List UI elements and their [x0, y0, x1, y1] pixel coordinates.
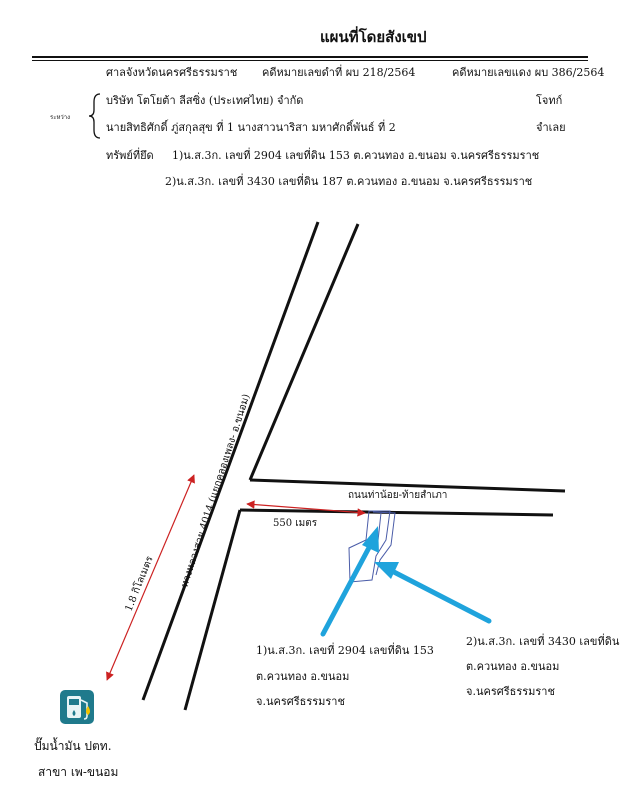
- distance-1-8km-label: 1.8 กิโลเมตร: [123, 554, 156, 614]
- asset-item-1: 1)น.ส.3ก. เลขที่ 2904 เลขที่ดิน 153 ต.ควนทอง อ.ขนอม จ.นครศรีธรรมราช: [172, 149, 540, 162]
- defendant-role: จำเลย: [536, 121, 566, 134]
- pointer-arrow-plot-2: [374, 562, 489, 621]
- side-road-edge-bottom: [240, 510, 553, 515]
- plot1-label-line3: จ.นครศรีธรรมราช: [256, 695, 345, 708]
- between-label: ระหว่าง: [50, 114, 71, 121]
- plot2-label-line1: 2)น.ส.3ก. เลขที่ 3430 เลขที่ดิน: [466, 635, 620, 648]
- plot2-label-line2: ต.ควนทอง อ.ขนอม: [466, 660, 560, 673]
- plot1-label-line1: 1)น.ส.3ก. เลขที่ 2904 เลขที่ดิน 153: [256, 644, 434, 657]
- arrow-icon: [392, 571, 489, 621]
- asset-item-2: 2)น.ส.3ก. เลขที่ 3430 เลขที่ดิน 187 ต.ควนทอง อ.ขนอม จ.นครศรีธรรมราช: [165, 175, 533, 188]
- black-case-number: คดีหมายเลขดำที่ ผบ 218/2564: [262, 66, 416, 79]
- plaintiff-name: บริษัท โตโยต้า ลีสซิ่ง (ประเทศไทย) จำกัด: [106, 94, 304, 107]
- highway-label: ทางหลวงสาย 4014 (แยกคลองเพลง- อ.ขนอม): [179, 392, 253, 589]
- arrow-head-1: [362, 526, 379, 553]
- gas-pump-icon: [60, 690, 94, 724]
- plaintiff-role: โจทก์: [536, 94, 563, 107]
- gas-station-name: ปั๊มน้ำมัน ปตท.: [34, 739, 112, 753]
- plot1-label-line2: ต.ควนทอง อ.ขนอม: [256, 670, 350, 683]
- plot2-label-line3: จ.นครศรีธรรมราช: [466, 685, 555, 698]
- assets-label: ทรัพย์ที่ยึด: [106, 149, 154, 162]
- arrow-icon: [323, 542, 372, 634]
- page-title: แผนที่โดยสังเขป: [320, 28, 427, 46]
- side-road-label: ถนนท่าน้อย-ท้ายสำเภา: [348, 490, 448, 501]
- defendant-names: นายสิทธิศักดิ์ ภู่สกุลสุข ที่ 1 นางสาวนาริสา มหาศักดิ์พันธ์ ที่ 2: [106, 121, 396, 134]
- court-name: ศาลจังหวัดนครศรีธรรมราช: [106, 66, 238, 79]
- distance-550m-label: 550 เมตร: [273, 518, 318, 529]
- gas-station-branch: สาขา เพ-ขนอม: [38, 765, 119, 779]
- red-case-number: คดีหมายเลขแดง ผบ 386/2564: [452, 66, 605, 79]
- distance-arrow-1-8km: [107, 475, 194, 680]
